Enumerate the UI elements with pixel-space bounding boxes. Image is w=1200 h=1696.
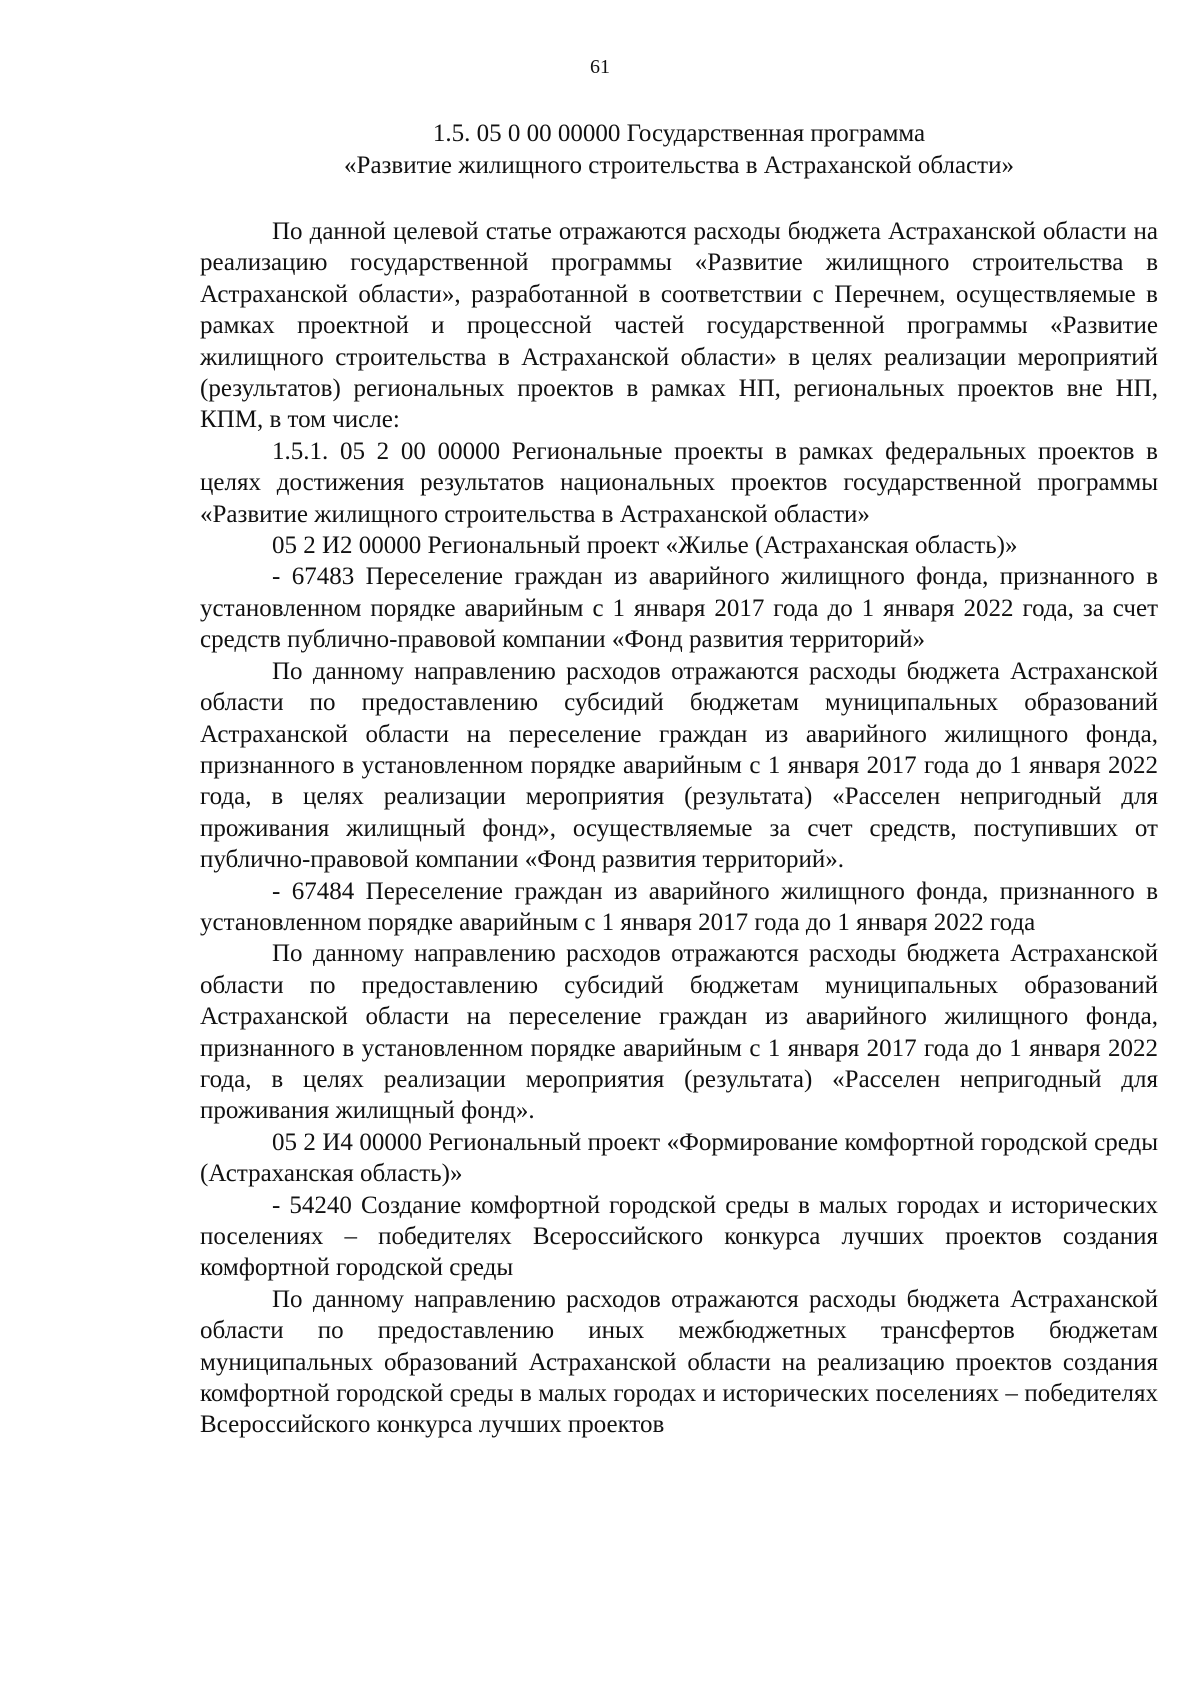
- paragraph-desc-54240: По данному направлению расходов отражаются расходы бюджета Астраханской области по предоставлению иных межбюджетных трансфертов бюджетам муниципальных образований Астраханской области на реализацию проектов создания комфортной городской среды в малых городах и исторических поселениях – победителях Всероссийского конкурса лучших проектов: [200, 1285, 1158, 1439]
- paragraph-intro: По данной целевой статье отражаются расходы бюджета Астраханской области на реализацию государственной программы «Развитие жилищного строительства в Астраханской области», разработанной в соответствии с Перечнем, осуществляемые в рамках проектной и процессной частей государственной программы «Развитие жилищного строительства в Астраханской области» в целях реализации мероприятий (результатов) региональных проектов в рамках НП, региональных проектов вне НП, КПМ, в том числе:: [200, 218, 1158, 434]
- paragraph-desc-67483: По данному направлению расходов отражаются расходы бюджета Астраханской области по предоставлению субсидий бюджетам муниципальных образований Астраханской области на переселение граждан из аварийного жилищного фонда, признанного в установленном порядке аварийным с 1 января 2017 года до 1 января 2022 года, в целях реализации мероприятия (результата) «Расселен непригодный для проживания жилищный фонд», осуществляемые за счет средств, поступивших от публично-правовой компании «Фонд развития территорий».: [200, 657, 1158, 874]
- paragraph-project-i2: 05 2 И2 00000 Региональный проект «Жилье (Астраханская область)»: [272, 532, 1018, 560]
- paragraph-item-67484: - 67484 Переселение граждан из аварийного жилищного фонда, признанного в установленном порядке аварийным с 1 января 2017 года до 1 января 2022 года: [200, 877, 1158, 936]
- paragraph-section-1-5-1: 1.5.1. 05 2 00 00000 Региональные проекты в рамках федеральных проектов в целях достижения результатов национальных проектов государственной программы «Развитие жилищного строительства в Астраханской области»: [200, 437, 1158, 528]
- section-title: [200, 118, 1158, 182]
- section-title-line-2: «Развитие жилищного строительства в Астраханской области»: [344, 152, 1014, 179]
- paragraph-project-i4: 05 2 И4 00000 Региональный проект «Формирование комфортной городской среды (Астраханская область)»: [200, 1128, 1158, 1188]
- page-number: 61: [590, 56, 610, 78]
- paragraph-item-54240: - 54240 Создание комфортной городской среды в малых городах и исторических поселениях – победителях Всероссийского конкурса лучших проектов создания комфортной городской среды: [200, 1191, 1158, 1282]
- section-title-line-1: 1.5. 05 0 00 00000 Государственная программа: [432, 120, 926, 147]
- paragraph-desc-67484: По данному направлению расходов отражаются расходы бюджета Астраханской области по предоставлению субсидий бюджетам муниципальных образований Астраханской области на переселение граждан из аварийного жилищного фонда, признанного в установленном порядке аварийным с 1 января 2017 года до 1 января 2022 года, в целях реализации мероприятия (результата) «Расселен непригодный для проживания жилищный фонд».: [200, 940, 1158, 1125]
- document-body: [200, 216, 1158, 1441]
- paragraph-item-67483: - 67483 Переселение граждан из аварийного жилищного фонда, признанного в установленном порядке аварийным с 1 января 2017 года до 1 января 2022 года, за счет средств публично-правовой компании «Фонд развития территорий»: [200, 563, 1158, 654]
